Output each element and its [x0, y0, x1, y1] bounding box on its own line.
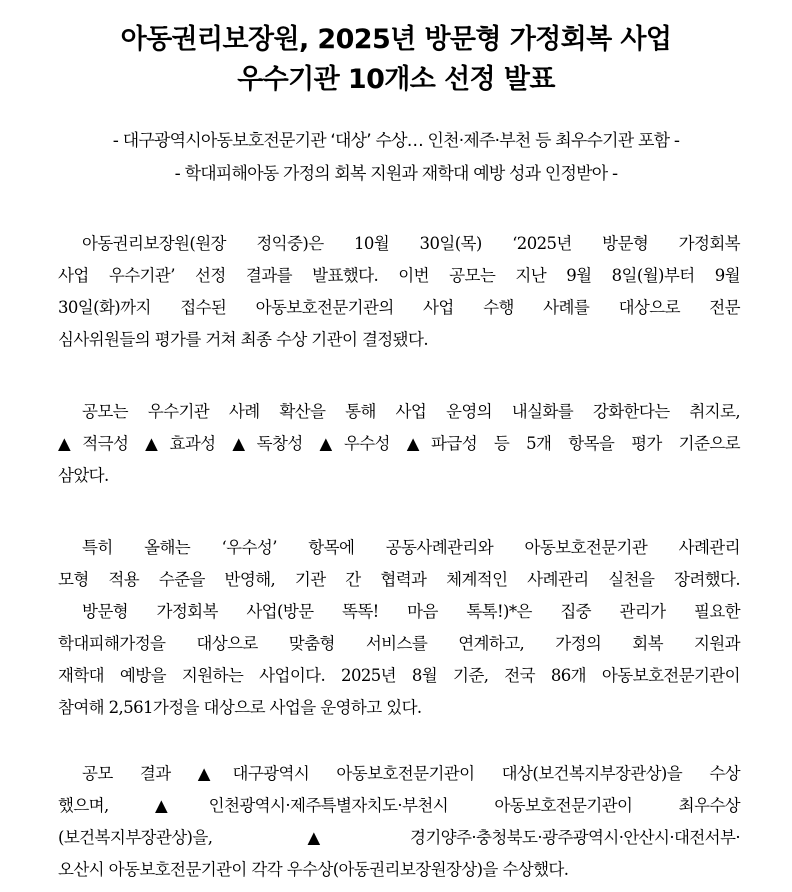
paragraph-criteria — [58, 396, 740, 492]
paragraph-program-details — [58, 532, 740, 724]
headline-line-1: 아동권리보장원, 2025년 방문형 가정회복 사업 — [120, 24, 672, 55]
paragraph-results — [58, 758, 740, 886]
paragraph-line: 심사위원들의 평가를 거쳐 최종 수상 기관이 결정됐다. — [58, 330, 428, 349]
paragraph-line: 아동권리보장원(원장 정익중)은 10월 30일(목) ‘2025년 방문형 가정회복 — [82, 234, 740, 253]
paragraph-line: 오산시 아동보호전문기관이 각각 우수상(아동권리보장원장상)을 수상했다. — [58, 860, 569, 879]
paragraph-announcement — [58, 228, 740, 356]
headline-line-2: 우수기관 10개소 선정 발표 — [237, 64, 555, 95]
paragraph-line: 학대피해가정을 대상으로 맞춤형 서비스를 연계하고, 가정의 회복 지원과 — [58, 634, 740, 653]
paragraph-line: 했으며, ▲인천광역시·제주특별자치도·부천시 아동보호전문기관이 최우수상 — [58, 796, 740, 815]
paragraph-line: 참여해 2,561가정을 대상으로 사업을 운영하고 있다. — [58, 698, 422, 717]
subheadline-line-2: - 학대피해아동 가정의 회복 지원과 재학대 예방 성과 인정받아 - — [174, 164, 618, 184]
paragraph-line: 특히 올해는 ‘우수성’ 항목에 공동사례관리와 아동보호전문기관 사례관리 — [82, 538, 740, 557]
paragraph-line: 재학대 예방을 지원하는 사업이다. 2025년 8월 기준, 전국 86개 아동보호전문기관이 — [58, 666, 740, 685]
paragraph-line: 공모는 우수기관 사례 확산을 통해 사업 운영의 내실화를 강화한다는 취지로, — [82, 402, 740, 421]
paragraph-line: 30일(화)까지 접수된 아동보호전문기관의 사업 수행 사례를 대상으로 전문 — [58, 298, 740, 317]
subheadline-line-1: - 대구광역시아동보호전문기관 ‘대상’ 수상… 인천·제주·부천 등 최우수기관 포함 - — [112, 131, 680, 151]
paragraph-line: 사업 우수기관’ 선정 결과를 발표했다. 이번 공모는 지난 9월 8일(월)부터 9월 — [58, 266, 740, 285]
paragraph-line: 공모 결과 ▲대구광역시 아동보호전문기관이 대상(보건복지부장관상)을 수상 — [82, 764, 740, 783]
paragraph-line: 모형 적용 수준을 반영해, 기관 간 협력과 체계적인 사례관리 실천을 장려했다. — [58, 570, 740, 589]
paragraph-line: (보건복지부장관상)을, ▲경기양주·충청북도·광주광역시·안산시·대전서부· — [58, 828, 740, 847]
paragraph-line: 방문형 가정회복 사업(방문 똑똑! 마음 톡톡!)*은 집중 관리가 필요한 — [82, 602, 740, 621]
paragraph-line: 삼았다. — [58, 466, 109, 485]
paragraph-line: ▲적극성 ▲효과성 ▲독창성 ▲우수성 ▲파급성 등 5개 항목을 평가 기준으로 — [58, 434, 740, 453]
